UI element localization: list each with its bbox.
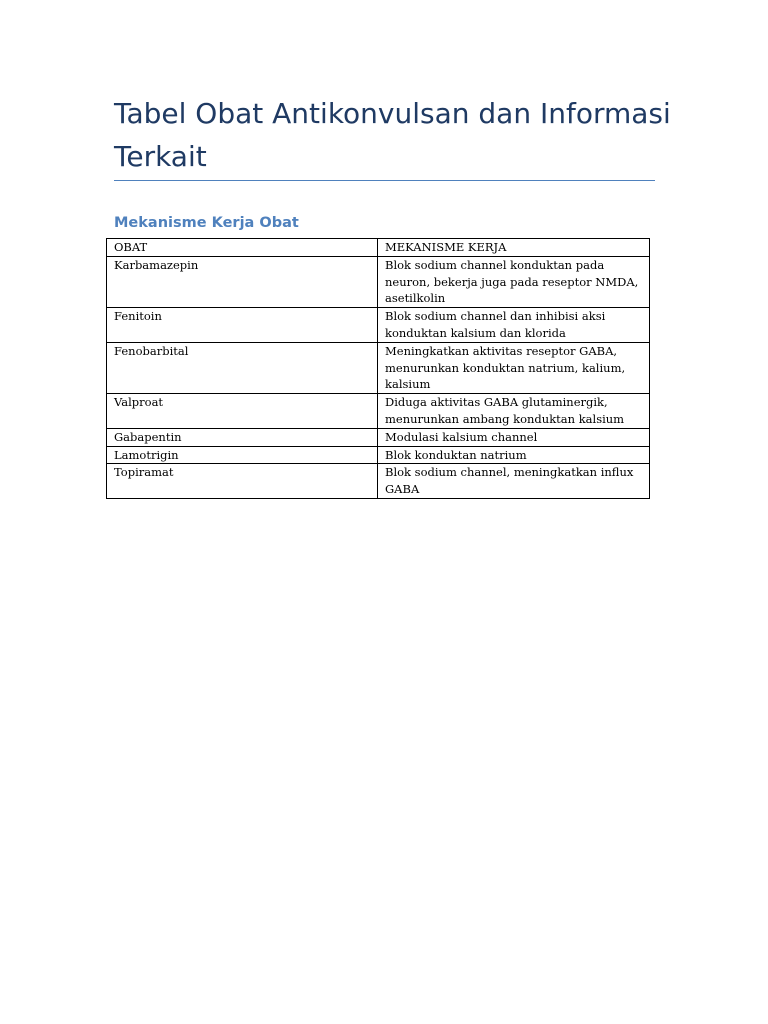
header-mekanisme-kerja: MEKANISME KERJA: [378, 239, 650, 257]
mechanism-cell: Modulasi kalsium channel: [378, 428, 650, 446]
mechanism-cell: Blok sodium channel konduktan pada neuron, bekerja juga pada reseptor NMDA, asetilkolin: [378, 256, 650, 307]
drug-name-cell: Fenitoin: [107, 308, 378, 343]
header-obat: OBAT: [107, 239, 378, 257]
table-row: [107, 428, 650, 446]
drug-name-cell: Fenobarbital: [107, 342, 378, 393]
drug-name-cell: Karbamazepin: [107, 256, 378, 307]
section-heading: Mekanisme Kerja Obat: [114, 215, 299, 231]
table-row: [107, 464, 650, 499]
mechanism-cell: Meningkatkan aktivitas reseptor GABA, menurunkan konduktan natrium, kalium, kalsium: [378, 342, 650, 393]
table-header-row: [107, 239, 650, 257]
mechanism-cell: Blok sodium channel dan inhibisi aksi konduktan kalsium dan klorida: [378, 308, 650, 343]
table-row: [107, 308, 650, 343]
document-title: Tabel Obat Antikonvulsan dan Informasi Terkait: [114, 97, 671, 173]
mechanism-cell: Diduga aktivitas GABA glutaminergik, menurunkan ambang konduktan kalsium: [378, 394, 650, 429]
title-underline: [114, 180, 655, 181]
table-row: [107, 446, 650, 464]
drug-name-cell: Lamotrigin: [107, 446, 378, 464]
drug-mechanism-table: [106, 238, 650, 499]
drug-name-cell: Topiramat: [107, 464, 378, 499]
table-row: [107, 256, 650, 307]
table-row: [107, 394, 650, 429]
mechanism-cell: Blok konduktan natrium: [378, 446, 650, 464]
table-row: [107, 342, 650, 393]
drug-name-cell: Gabapentin: [107, 428, 378, 446]
mechanism-cell: Blok sodium channel, meningkatkan influx GABA: [378, 464, 650, 499]
drug-name-cell: Valproat: [107, 394, 378, 429]
